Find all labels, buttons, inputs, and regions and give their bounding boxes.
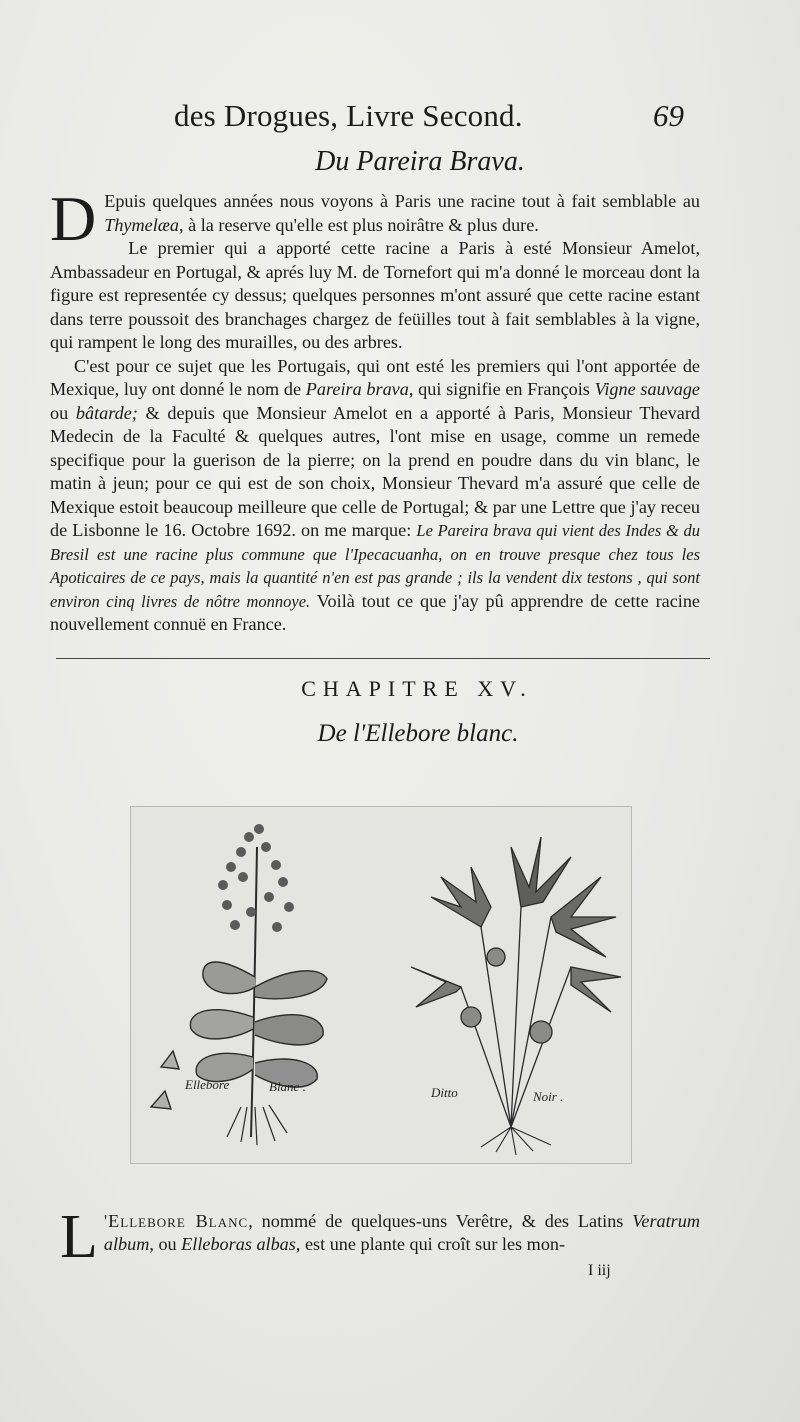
drop-cap: D	[50, 183, 97, 254]
chapter-heading: CHAPITRE XV.	[301, 676, 533, 701]
caption-ellebore: Ellebore	[185, 1077, 230, 1092]
hellebore-illustration	[131, 807, 631, 1163]
italic-term: Pareira brava	[305, 379, 409, 399]
text-run: & depuis que Monsieur Amelot en a apporté à Paris, Monsieur Thevard Medecin de la Faculté & quelques autres, l'ont mise en usage, comme un remede specifique pour la guerison de la pierre; on la prend en poudre dans du vin blanc, le matin à jeun; pour ce qui est de son choix, Monsieur Thevard m'a assuré que celle de Mexique estoit beaucoup meilleure que celle de Portugal; & par une Lettre que j'ay receu de Lisbonne le 16. Octobre 1692. on me marque:	[50, 402, 700, 540]
italic-term: Thymelæa	[104, 214, 179, 235]
text-run: , à la reserve qu'elle est plus noirâtre & plus dure.	[179, 214, 539, 235]
drop-cap: L	[60, 1203, 98, 1271]
text-run: , nommé de quelques-uns Verêtre, & des Latins	[248, 1211, 633, 1231]
signature-mark: I iij	[588, 1262, 611, 1279]
white-hellebore-illustration	[151, 824, 327, 1145]
paragraph-2: Le premier qui a apporté cette racine a Paris à esté Monsieur Amelot, Ambassadeur en Portugal, & aprés luy M. de Tornefort qui m'a donné le morceau dont la figure est representée cy dessus; quelques personnes m'ont assuré que cette racine estant dans terre poussoit des branchages chargez de feüilles tout à fait semblables à la vigne, qui rampent le long des murailles, ou des arbres.	[50, 238, 700, 352]
italic-term: Vigne sauvage	[594, 379, 700, 399]
text-run: C'est pour ce sujet que les Portugais, qui ont esté les premiers qui l'ont apportée de Mexique, luy ont donné le nom de	[50, 355, 700, 399]
main-text	[50, 183, 700, 637]
text-run: , ou	[149, 1234, 182, 1254]
engraved-plate	[130, 806, 632, 1164]
italic-term: Elleboras albas	[181, 1234, 296, 1254]
running-head-title: des Drogues, Livre Second.	[174, 98, 523, 133]
running-head	[0, 98, 800, 138]
paragraph-1	[50, 183, 700, 254]
page-number: 69	[653, 98, 684, 133]
caption-ditto: Ditto	[431, 1085, 458, 1100]
caption-blanc: Blanc .	[269, 1079, 306, 1094]
letter-quote: Le Pareira brava qui vient des Indes & du Bresil est une racine plus commune que l'Ipecacuanha, on en trouve presque chez tous les Apoticaires de ce pays, mais la quantité n'en est pas grande ; ils la vendent dix testons , qui sont environ cinq livres de nôtre monnoye.	[50, 521, 700, 611]
italic-term: bâtarde;	[75, 402, 138, 423]
italic-term: Veratrum album	[103, 1211, 700, 1254]
black-hellebore-illustration	[411, 837, 621, 1155]
small-caps-term: 'Ellebore Blanc	[103, 1211, 249, 1231]
chapter-subtitle: De l'Ellebore blanc.	[317, 720, 519, 747]
text-run: , est une plante qui croît sur les mon-	[295, 1234, 566, 1254]
text-run: Epuis quelques années nous voyons à Paris une racine tout à fait semblable au	[104, 191, 700, 211]
paragraph-3	[50, 355, 700, 637]
section-title: Du Pareira Brava.	[315, 146, 525, 177]
text-run: Voilà tout ce que j'ay pû apprendre de cette racine nouvellement connuë en France.	[50, 590, 700, 634]
text-run: ou	[50, 402, 76, 423]
caption-noir: Noir .	[533, 1089, 564, 1104]
section-divider	[56, 658, 710, 659]
text-run: , qui signifie en François	[408, 379, 595, 399]
